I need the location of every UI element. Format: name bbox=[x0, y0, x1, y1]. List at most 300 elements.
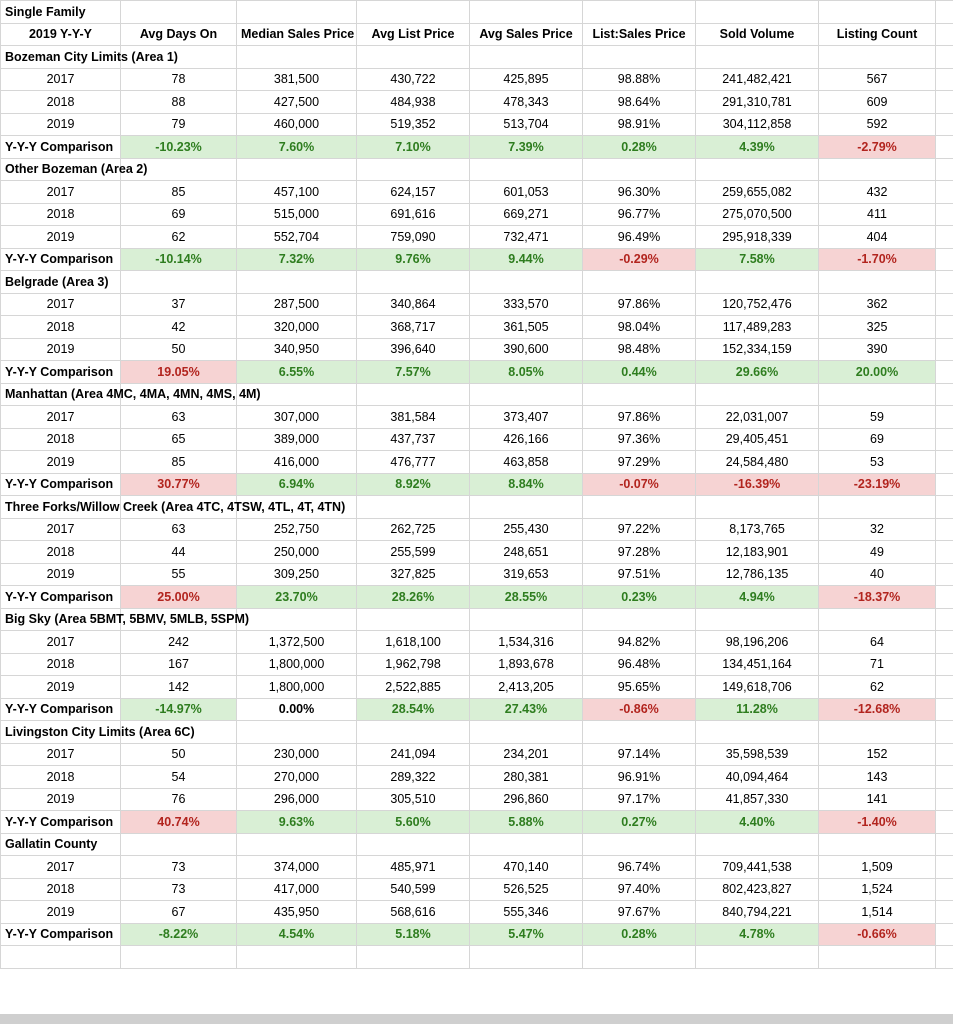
value-cell[interactable]: 97.17% bbox=[583, 788, 696, 811]
value-cell[interactable]: 32 bbox=[819, 518, 936, 541]
value-cell[interactable]: 411 bbox=[819, 203, 936, 226]
sheet-title[interactable]: Single Family bbox=[1, 1, 121, 24]
value-cell[interactable]: 54 bbox=[121, 766, 237, 789]
comparison-value[interactable]: 8.05% bbox=[470, 361, 583, 384]
comparison-label[interactable]: Y-Y-Y Comparison bbox=[1, 811, 121, 834]
comparison-value[interactable]: 5.88% bbox=[470, 811, 583, 834]
comparison-value[interactable]: 7.58% bbox=[696, 248, 819, 271]
comparison-label[interactable]: Y-Y-Y Comparison bbox=[1, 361, 121, 384]
value-cell[interactable]: 241,482,421 bbox=[696, 68, 819, 91]
empty-cell[interactable] bbox=[819, 721, 936, 744]
value-cell[interactable]: 567 bbox=[819, 68, 936, 91]
value-cell[interactable]: 95.65% bbox=[583, 676, 696, 699]
comparison-value[interactable]: -1.40% bbox=[819, 811, 936, 834]
comparison-value[interactable]: 7.10% bbox=[357, 136, 470, 159]
value-cell[interactable]: 69 bbox=[819, 428, 936, 451]
header-cell[interactable]: 2019 Y-Y-Y bbox=[1, 23, 121, 46]
value-cell[interactable]: 304,112,858 bbox=[696, 113, 819, 136]
year-cell[interactable]: 2018 bbox=[1, 91, 121, 114]
value-cell[interactable]: 1,514 bbox=[819, 901, 936, 924]
empty-cell[interactable] bbox=[357, 383, 470, 406]
empty-cell[interactable] bbox=[237, 833, 357, 856]
value-cell[interactable]: 50 bbox=[121, 338, 237, 361]
year-cell[interactable]: 2018 bbox=[1, 541, 121, 564]
comparison-value[interactable]: 28.54% bbox=[357, 698, 470, 721]
empty-cell[interactable] bbox=[121, 833, 237, 856]
value-cell[interactable]: 426,166 bbox=[470, 428, 583, 451]
empty-cell[interactable] bbox=[357, 946, 470, 969]
value-cell[interactable]: 63 bbox=[121, 518, 237, 541]
comparison-value[interactable]: 9.44% bbox=[470, 248, 583, 271]
comparison-value[interactable]: 4.54% bbox=[237, 923, 357, 946]
value-cell[interactable]: 62 bbox=[819, 676, 936, 699]
value-cell[interactable]: 97.14% bbox=[583, 743, 696, 766]
value-cell[interactable]: 1,372,500 bbox=[237, 631, 357, 654]
value-cell[interactable]: 390 bbox=[819, 338, 936, 361]
value-cell[interactable]: 296,860 bbox=[470, 788, 583, 811]
comparison-value[interactable]: -1.70% bbox=[819, 248, 936, 271]
comparison-value[interactable]: 4.78% bbox=[696, 923, 819, 946]
comparison-label[interactable]: Y-Y-Y Comparison bbox=[1, 473, 121, 496]
value-cell[interactable]: 41,857,330 bbox=[696, 788, 819, 811]
value-cell[interactable]: 29,405,451 bbox=[696, 428, 819, 451]
empty-cell[interactable] bbox=[583, 721, 696, 744]
header-cell[interactable]: Avg Sales Price bbox=[470, 23, 583, 46]
comparison-label[interactable]: Y-Y-Y Comparison bbox=[1, 923, 121, 946]
value-cell[interactable]: 143 bbox=[819, 766, 936, 789]
header-cell[interactable]: Listing Count bbox=[819, 23, 936, 46]
value-cell[interactable]: 425,895 bbox=[470, 68, 583, 91]
value-cell[interactable]: 73 bbox=[121, 856, 237, 879]
year-cell[interactable]: 2017 bbox=[1, 68, 121, 91]
empty-cell[interactable] bbox=[237, 46, 357, 69]
value-cell[interactable]: 732,471 bbox=[470, 226, 583, 249]
empty-cell[interactable] bbox=[237, 608, 357, 631]
empty-cell[interactable] bbox=[357, 46, 470, 69]
comparison-value[interactable]: 6.94% bbox=[237, 473, 357, 496]
comparison-value[interactable]: 40.74% bbox=[121, 811, 237, 834]
empty-cell[interactable] bbox=[470, 833, 583, 856]
header-cell[interactable]: Median Sales Price bbox=[237, 23, 357, 46]
comparison-value[interactable]: 8.84% bbox=[470, 473, 583, 496]
value-cell[interactable]: 255,430 bbox=[470, 518, 583, 541]
empty-cell[interactable] bbox=[696, 721, 819, 744]
comparison-value[interactable]: -8.22% bbox=[121, 923, 237, 946]
value-cell[interactable]: 149,618,706 bbox=[696, 676, 819, 699]
section-title[interactable]: Belgrade (Area 3) bbox=[1, 271, 121, 294]
empty-cell[interactable] bbox=[470, 608, 583, 631]
empty-cell[interactable] bbox=[470, 721, 583, 744]
empty-cell[interactable] bbox=[237, 721, 357, 744]
value-cell[interactable]: 134,451,164 bbox=[696, 653, 819, 676]
header-cell[interactable]: Avg Days On bbox=[121, 23, 237, 46]
empty-cell[interactable] bbox=[819, 46, 936, 69]
value-cell[interactable]: 250,000 bbox=[237, 541, 357, 564]
year-cell[interactable]: 2017 bbox=[1, 743, 121, 766]
comparison-value[interactable]: 0.23% bbox=[583, 586, 696, 609]
value-cell[interactable]: 79 bbox=[121, 113, 237, 136]
empty-cell[interactable] bbox=[583, 608, 696, 631]
value-cell[interactable]: 1,524 bbox=[819, 878, 936, 901]
empty-cell[interactable] bbox=[357, 721, 470, 744]
value-cell[interactable]: 275,070,500 bbox=[696, 203, 819, 226]
section-title[interactable]: Gallatin County bbox=[1, 833, 121, 856]
comparison-value[interactable]: -2.79% bbox=[819, 136, 936, 159]
value-cell[interactable]: 85 bbox=[121, 181, 237, 204]
value-cell[interactable]: 142 bbox=[121, 676, 237, 699]
value-cell[interactable]: 96.91% bbox=[583, 766, 696, 789]
year-cell[interactable]: 2017 bbox=[1, 293, 121, 316]
comparison-value[interactable]: -0.29% bbox=[583, 248, 696, 271]
value-cell[interactable]: 78 bbox=[121, 68, 237, 91]
value-cell[interactable]: 2,522,885 bbox=[357, 676, 470, 699]
value-cell[interactable]: 97.28% bbox=[583, 541, 696, 564]
value-cell[interactable]: 65 bbox=[121, 428, 237, 451]
value-cell[interactable]: 37 bbox=[121, 293, 237, 316]
value-cell[interactable]: 234,201 bbox=[470, 743, 583, 766]
value-cell[interactable]: 255,599 bbox=[357, 541, 470, 564]
comparison-value[interactable]: -12.68% bbox=[819, 698, 936, 721]
empty-cell[interactable] bbox=[696, 271, 819, 294]
year-cell[interactable]: 2018 bbox=[1, 203, 121, 226]
year-cell[interactable]: 2019 bbox=[1, 676, 121, 699]
value-cell[interactable]: 96.49% bbox=[583, 226, 696, 249]
year-cell[interactable]: 2019 bbox=[1, 788, 121, 811]
comparison-value[interactable]: -23.19% bbox=[819, 473, 936, 496]
value-cell[interactable]: 12,786,135 bbox=[696, 563, 819, 586]
value-cell[interactable]: 457,100 bbox=[237, 181, 357, 204]
year-cell[interactable]: 2017 bbox=[1, 518, 121, 541]
value-cell[interactable]: 96.74% bbox=[583, 856, 696, 879]
empty-cell[interactable] bbox=[696, 496, 819, 519]
header-cell[interactable]: Sold Volume bbox=[696, 23, 819, 46]
value-cell[interactable]: 40 bbox=[819, 563, 936, 586]
comparison-value[interactable]: 0.00% bbox=[237, 698, 357, 721]
value-cell[interactable]: 291,310,781 bbox=[696, 91, 819, 114]
value-cell[interactable]: 62 bbox=[121, 226, 237, 249]
value-cell[interactable]: 55 bbox=[121, 563, 237, 586]
value-cell[interactable]: 97.22% bbox=[583, 518, 696, 541]
value-cell[interactable]: 8,173,765 bbox=[696, 518, 819, 541]
empty-cell[interactable] bbox=[583, 271, 696, 294]
value-cell[interactable]: 1,534,316 bbox=[470, 631, 583, 654]
value-cell[interactable]: 669,271 bbox=[470, 203, 583, 226]
comparison-value[interactable]: 0.28% bbox=[583, 136, 696, 159]
value-cell[interactable]: 437,737 bbox=[357, 428, 470, 451]
value-cell[interactable]: 390,600 bbox=[470, 338, 583, 361]
value-cell[interactable]: 305,510 bbox=[357, 788, 470, 811]
value-cell[interactable]: 1,509 bbox=[819, 856, 936, 879]
comparison-value[interactable]: 4.94% bbox=[696, 586, 819, 609]
value-cell[interactable]: 319,653 bbox=[470, 563, 583, 586]
value-cell[interactable]: 88 bbox=[121, 91, 237, 114]
value-cell[interactable]: 515,000 bbox=[237, 203, 357, 226]
empty-cell[interactable] bbox=[819, 496, 936, 519]
empty-cell[interactable] bbox=[470, 496, 583, 519]
value-cell[interactable]: 1,800,000 bbox=[237, 653, 357, 676]
comparison-value[interactable]: 0.44% bbox=[583, 361, 696, 384]
empty-cell[interactable] bbox=[583, 496, 696, 519]
value-cell[interactable]: 63 bbox=[121, 406, 237, 429]
value-cell[interactable]: 381,584 bbox=[357, 406, 470, 429]
empty-cell[interactable] bbox=[819, 608, 936, 631]
empty-cell[interactable] bbox=[583, 946, 696, 969]
value-cell[interactable]: 42 bbox=[121, 316, 237, 339]
value-cell[interactable]: 361,505 bbox=[470, 316, 583, 339]
value-cell[interactable]: 44 bbox=[121, 541, 237, 564]
value-cell[interactable]: 333,570 bbox=[470, 293, 583, 316]
value-cell[interactable]: 691,616 bbox=[357, 203, 470, 226]
value-cell[interactable]: 759,090 bbox=[357, 226, 470, 249]
empty-cell[interactable] bbox=[583, 833, 696, 856]
comparison-value[interactable]: 20.00% bbox=[819, 361, 936, 384]
empty-cell[interactable] bbox=[357, 271, 470, 294]
empty-cell[interactable] bbox=[696, 158, 819, 181]
value-cell[interactable]: 94.82% bbox=[583, 631, 696, 654]
empty-cell[interactable] bbox=[237, 158, 357, 181]
comparison-value[interactable]: 4.39% bbox=[696, 136, 819, 159]
value-cell[interactable]: 463,858 bbox=[470, 451, 583, 474]
empty-cell[interactable] bbox=[357, 158, 470, 181]
empty-cell[interactable] bbox=[470, 383, 583, 406]
value-cell[interactable]: 76 bbox=[121, 788, 237, 811]
year-cell[interactable]: 2017 bbox=[1, 181, 121, 204]
comparison-value[interactable]: -10.23% bbox=[121, 136, 237, 159]
value-cell[interactable]: 280,381 bbox=[470, 766, 583, 789]
value-cell[interactable]: 152 bbox=[819, 743, 936, 766]
comparison-value[interactable]: 4.40% bbox=[696, 811, 819, 834]
value-cell[interactable]: 97.86% bbox=[583, 406, 696, 429]
section-title[interactable]: Bozeman City Limits (Area 1) bbox=[1, 46, 121, 69]
comparison-value[interactable]: 28.26% bbox=[357, 586, 470, 609]
value-cell[interactable]: 2,413,205 bbox=[470, 676, 583, 699]
value-cell[interactable]: 295,918,339 bbox=[696, 226, 819, 249]
value-cell[interactable]: 427,500 bbox=[237, 91, 357, 114]
value-cell[interactable]: 141 bbox=[819, 788, 936, 811]
value-cell[interactable]: 98.91% bbox=[583, 113, 696, 136]
year-cell[interactable]: 2019 bbox=[1, 113, 121, 136]
value-cell[interactable]: 470,140 bbox=[470, 856, 583, 879]
empty-cell[interactable] bbox=[237, 271, 357, 294]
value-cell[interactable]: 309,250 bbox=[237, 563, 357, 586]
comparison-value[interactable]: -14.97% bbox=[121, 698, 237, 721]
empty-cell[interactable] bbox=[696, 608, 819, 631]
value-cell[interactable]: 624,157 bbox=[357, 181, 470, 204]
comparison-value[interactable]: 7.57% bbox=[357, 361, 470, 384]
value-cell[interactable]: 840,794,221 bbox=[696, 901, 819, 924]
value-cell[interactable]: 404 bbox=[819, 226, 936, 249]
value-cell[interactable]: 601,053 bbox=[470, 181, 583, 204]
value-cell[interactable]: 98.64% bbox=[583, 91, 696, 114]
year-cell[interactable]: 2018 bbox=[1, 428, 121, 451]
header-cell[interactable]: Avg List Price bbox=[357, 23, 470, 46]
comparison-value[interactable]: 23.70% bbox=[237, 586, 357, 609]
year-cell[interactable]: 2018 bbox=[1, 878, 121, 901]
value-cell[interactable]: 12,183,901 bbox=[696, 541, 819, 564]
comparison-label[interactable]: Y-Y-Y Comparison bbox=[1, 586, 121, 609]
comparison-value[interactable]: 7.39% bbox=[470, 136, 583, 159]
empty-cell[interactable] bbox=[819, 833, 936, 856]
value-cell[interactable]: 248,651 bbox=[470, 541, 583, 564]
value-cell[interactable]: 802,423,827 bbox=[696, 878, 819, 901]
year-cell[interactable]: 2019 bbox=[1, 563, 121, 586]
empty-cell[interactable] bbox=[470, 46, 583, 69]
section-title[interactable]: Manhattan (Area 4MC, 4MA, 4MN, 4MS, 4M) bbox=[1, 383, 121, 406]
value-cell[interactable]: 416,000 bbox=[237, 451, 357, 474]
value-cell[interactable]: 73 bbox=[121, 878, 237, 901]
comparison-value[interactable]: -0.07% bbox=[583, 473, 696, 496]
value-cell[interactable]: 98,196,206 bbox=[696, 631, 819, 654]
value-cell[interactable]: 592 bbox=[819, 113, 936, 136]
comparison-value[interactable]: -18.37% bbox=[819, 586, 936, 609]
empty-cell[interactable] bbox=[583, 46, 696, 69]
value-cell[interactable]: 67 bbox=[121, 901, 237, 924]
value-cell[interactable]: 478,343 bbox=[470, 91, 583, 114]
value-cell[interactable]: 230,000 bbox=[237, 743, 357, 766]
comparison-value[interactable]: 30.77% bbox=[121, 473, 237, 496]
value-cell[interactable]: 1,800,000 bbox=[237, 676, 357, 699]
value-cell[interactable]: 373,407 bbox=[470, 406, 583, 429]
value-cell[interactable]: 49 bbox=[819, 541, 936, 564]
header-cell[interactable]: List:Sales Price bbox=[583, 23, 696, 46]
value-cell[interactable]: 40,094,464 bbox=[696, 766, 819, 789]
value-cell[interactable]: 307,000 bbox=[237, 406, 357, 429]
value-cell[interactable]: 381,500 bbox=[237, 68, 357, 91]
value-cell[interactable]: 476,777 bbox=[357, 451, 470, 474]
value-cell[interactable]: 568,616 bbox=[357, 901, 470, 924]
bottom-scrollbar[interactable] bbox=[0, 1014, 953, 1024]
comparison-value[interactable]: 0.28% bbox=[583, 923, 696, 946]
value-cell[interactable]: 262,725 bbox=[357, 518, 470, 541]
comparison-value[interactable]: 9.76% bbox=[357, 248, 470, 271]
comparison-value[interactable]: 25.00% bbox=[121, 586, 237, 609]
comparison-value[interactable]: 9.63% bbox=[237, 811, 357, 834]
comparison-value[interactable]: 28.55% bbox=[470, 586, 583, 609]
value-cell[interactable]: 64 bbox=[819, 631, 936, 654]
comparison-value[interactable]: 29.66% bbox=[696, 361, 819, 384]
value-cell[interactable]: 152,334,159 bbox=[696, 338, 819, 361]
value-cell[interactable]: 609 bbox=[819, 91, 936, 114]
value-cell[interactable]: 97.51% bbox=[583, 563, 696, 586]
section-title[interactable]: Big Sky (Area 5BMT, 5BMV, 5MLB, 5SPM) bbox=[1, 608, 121, 631]
empty-cell[interactable] bbox=[357, 833, 470, 856]
empty-cell[interactable] bbox=[470, 158, 583, 181]
value-cell[interactable]: 35,598,539 bbox=[696, 743, 819, 766]
comparison-value[interactable]: 8.92% bbox=[357, 473, 470, 496]
value-cell[interactable]: 340,864 bbox=[357, 293, 470, 316]
year-cell[interactable]: 2019 bbox=[1, 226, 121, 249]
value-cell[interactable]: 98.48% bbox=[583, 338, 696, 361]
comparison-label[interactable]: Y-Y-Y Comparison bbox=[1, 248, 121, 271]
comparison-value[interactable]: -10.14% bbox=[121, 248, 237, 271]
value-cell[interactable]: 552,704 bbox=[237, 226, 357, 249]
comparison-value[interactable]: 5.18% bbox=[357, 923, 470, 946]
value-cell[interactable]: 432 bbox=[819, 181, 936, 204]
value-cell[interactable]: 97.40% bbox=[583, 878, 696, 901]
value-cell[interactable]: 97.67% bbox=[583, 901, 696, 924]
value-cell[interactable]: 325 bbox=[819, 316, 936, 339]
value-cell[interactable]: 362 bbox=[819, 293, 936, 316]
empty-cell[interactable] bbox=[470, 271, 583, 294]
comparison-value[interactable]: -0.66% bbox=[819, 923, 936, 946]
empty-cell[interactable] bbox=[121, 946, 237, 969]
value-cell[interactable]: 709,441,538 bbox=[696, 856, 819, 879]
empty-cell[interactable] bbox=[696, 383, 819, 406]
comparison-value[interactable]: -16.39% bbox=[696, 473, 819, 496]
comparison-value[interactable]: 11.28% bbox=[696, 698, 819, 721]
empty-cell[interactable] bbox=[1, 946, 121, 969]
value-cell[interactable]: 513,704 bbox=[470, 113, 583, 136]
value-cell[interactable]: 519,352 bbox=[357, 113, 470, 136]
value-cell[interactable]: 484,938 bbox=[357, 91, 470, 114]
section-title[interactable]: Livingston City Limits (Area 6C) bbox=[1, 721, 121, 744]
value-cell[interactable]: 50 bbox=[121, 743, 237, 766]
value-cell[interactable]: 526,525 bbox=[470, 878, 583, 901]
comparison-value[interactable]: 0.27% bbox=[583, 811, 696, 834]
value-cell[interactable]: 71 bbox=[819, 653, 936, 676]
value-cell[interactable]: 430,722 bbox=[357, 68, 470, 91]
value-cell[interactable]: 98.04% bbox=[583, 316, 696, 339]
value-cell[interactable]: 270,000 bbox=[237, 766, 357, 789]
value-cell[interactable]: 98.88% bbox=[583, 68, 696, 91]
empty-cell[interactable] bbox=[819, 946, 936, 969]
value-cell[interactable]: 252,750 bbox=[237, 518, 357, 541]
empty-cell[interactable] bbox=[819, 383, 936, 406]
value-cell[interactable]: 96.30% bbox=[583, 181, 696, 204]
value-cell[interactable]: 374,000 bbox=[237, 856, 357, 879]
empty-cell[interactable] bbox=[357, 608, 470, 631]
value-cell[interactable]: 1,893,678 bbox=[470, 653, 583, 676]
section-title[interactable]: Three Forks/Willow Creek (Area 4TC, 4TSW, 4TL, 4T, 4TN) bbox=[1, 496, 121, 519]
year-cell[interactable]: 2017 bbox=[1, 631, 121, 654]
empty-cell[interactable] bbox=[357, 496, 470, 519]
value-cell[interactable]: 485,971 bbox=[357, 856, 470, 879]
value-cell[interactable]: 320,000 bbox=[237, 316, 357, 339]
empty-cell[interactable] bbox=[696, 46, 819, 69]
comparison-value[interactable]: 19.05% bbox=[121, 361, 237, 384]
comparison-value[interactable]: 5.47% bbox=[470, 923, 583, 946]
value-cell[interactable]: 85 bbox=[121, 451, 237, 474]
value-cell[interactable]: 22,031,007 bbox=[696, 406, 819, 429]
value-cell[interactable]: 167 bbox=[121, 653, 237, 676]
value-cell[interactable]: 287,500 bbox=[237, 293, 357, 316]
comparison-label[interactable]: Y-Y-Y Comparison bbox=[1, 136, 121, 159]
empty-cell[interactable] bbox=[819, 158, 936, 181]
value-cell[interactable]: 120,752,476 bbox=[696, 293, 819, 316]
comparison-value[interactable]: 6.55% bbox=[237, 361, 357, 384]
value-cell[interactable]: 259,655,082 bbox=[696, 181, 819, 204]
value-cell[interactable]: 97.36% bbox=[583, 428, 696, 451]
comparison-value[interactable]: 7.60% bbox=[237, 136, 357, 159]
value-cell[interactable]: 540,599 bbox=[357, 878, 470, 901]
value-cell[interactable]: 242 bbox=[121, 631, 237, 654]
value-cell[interactable]: 460,000 bbox=[237, 113, 357, 136]
empty-cell[interactable] bbox=[470, 946, 583, 969]
value-cell[interactable]: 1,962,798 bbox=[357, 653, 470, 676]
value-cell[interactable]: 96.77% bbox=[583, 203, 696, 226]
section-title[interactable]: Other Bozeman (Area 2) bbox=[1, 158, 121, 181]
value-cell[interactable]: 296,000 bbox=[237, 788, 357, 811]
comparison-label[interactable]: Y-Y-Y Comparison bbox=[1, 698, 121, 721]
value-cell[interactable]: 53 bbox=[819, 451, 936, 474]
value-cell[interactable]: 417,000 bbox=[237, 878, 357, 901]
value-cell[interactable]: 117,489,283 bbox=[696, 316, 819, 339]
value-cell[interactable]: 96.48% bbox=[583, 653, 696, 676]
year-cell[interactable]: 2018 bbox=[1, 653, 121, 676]
comparison-value[interactable]: 7.32% bbox=[237, 248, 357, 271]
value-cell[interactable]: 97.86% bbox=[583, 293, 696, 316]
comparison-value[interactable]: -0.86% bbox=[583, 698, 696, 721]
